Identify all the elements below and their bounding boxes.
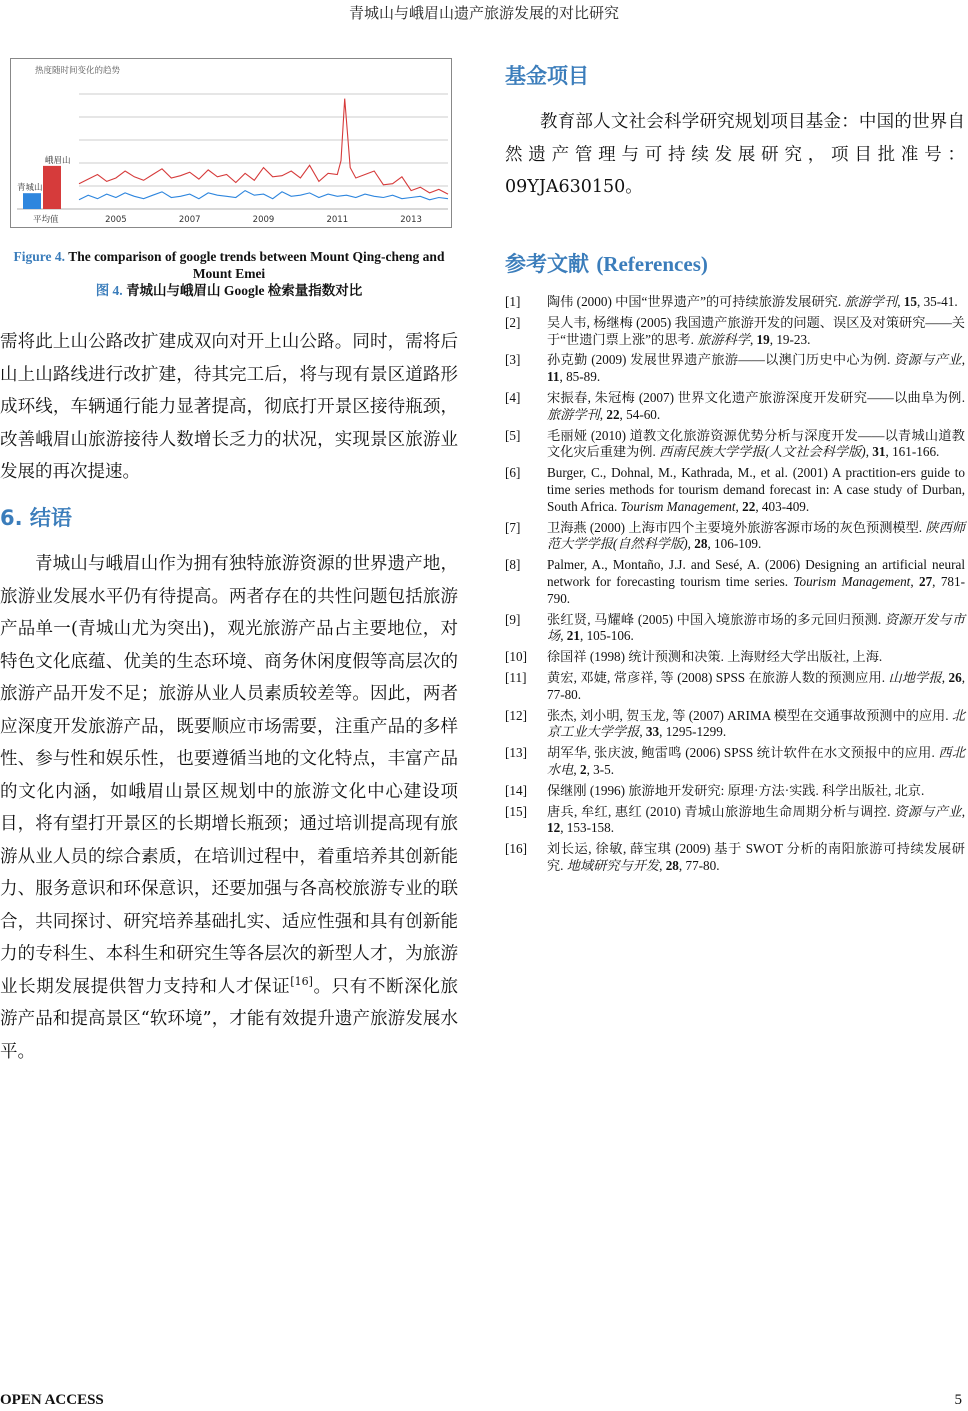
reference-journal: 北京工业大学学报 [547,707,965,740]
x-tick-label: 2013 [400,215,422,225]
reference-item [505,783,965,800]
reference-item [505,708,965,742]
reference-text: 宋振春, 朱冠梅 (2007) 世界文化遗产旅游深度开发研究——以曲阜为例. [547,389,965,405]
reference-journal: Tourism Management [793,573,911,589]
average-label: 青城山 [17,183,43,194]
reference-item [505,465,965,515]
reference-text [547,520,965,554]
running-title: 青城山与峨眉山遗产旅游发展的对比研究 [348,4,619,22]
reference-text: 陶伟 (2000) 中国“世界遗产”的可持续旅游发展研究. [547,294,845,309]
reference-sep: , [573,761,580,777]
reference-number: [4] [505,389,521,405]
reference-text: 徐国祥 (1998) 统计预测和决策. 上海财经大学出版社, 上海. [547,649,883,665]
reference-sep: , [687,536,695,552]
reference-pages: , 3-5. [586,761,615,777]
reference-number: [9] [505,611,521,627]
reference-journal: 地域研究与开发 [566,857,660,873]
reference-number: [10] [505,649,527,665]
reference-text [547,465,965,515]
reference-vol: 19 [756,331,770,347]
reference-pages: , 77-80. [678,857,720,873]
google-trends-figure [10,58,452,228]
reference-text [547,841,965,875]
reference-text: 唐兵, 牟红, 惠红 (2010) 青城山旅游地生命周期分析与调控. [547,803,895,819]
reference-sep: , [941,669,949,685]
reference-text: Palmer, A., Montaño, J.J. and Sesé, A. (2006) Designing an artificial neural network for forecasting tourism time series. [547,557,965,589]
reference-number: [12] [505,707,527,723]
reference-text [547,557,965,607]
reference-sep: , [659,857,666,873]
x-tick-label: 2011 [326,215,349,225]
figure-caption-cn: 青城山与峨眉山 Google 检索量指数对比 [126,283,363,298]
reference-item [505,745,965,779]
reference-text [547,804,965,838]
reference-text: 吴人韦, 杨继梅 (2005) 我国遗产旅游开发的问题、误区及对策研究——关于“世遗门票上涨”的思考. [547,314,965,347]
reference-pages: , 105-106. [579,628,634,644]
series-line [79,99,448,195]
reference-vol: 26 [948,669,962,685]
reference-pages: , 403-409. [755,498,810,514]
reference-vol: 21 [566,628,580,644]
conclusion-body: 青城山与峨眉山作为拥有独特旅游资源的世界遗产地，旅游业发展水平仍有待提高。两者存在的共性问题包括旅游产品单一(青城山尤为突出)，观光旅游产品占主要地位，对特色文化底蕴、优美的生态环境、商务休闲度假等高层次的旅游产品开发不足；旅游从业人员素质较差等。因此，两者应深度开发旅游产品，既要顺应市场需要，注重产品的多样性、参与性和娱乐性，也要遵循当地的文化特点，丰富产品的文化内涵，如峨眉山景区规划中的旅游文化中心建设项目，将有望打开景区的长期增长瓶颈；通过培训提高现有旅游从业人员的综合素质，在培训过程中，着重培养其创新能力、服务意识和环保意识，还要加强与各高校旅游专业的联合，共同探讨、研究培养基础扎实、适应性强和具有创新能力的专科生、本科生和研究生等各层次的新型人才，为旅游业长期发展提供智力支持和人才保证 [0,554,458,997]
reference-number: [3] [505,352,521,368]
reference-number: [1] [505,294,521,309]
fund-heading: 基金项目 [505,64,589,88]
x-tick-label: 2009 [252,215,275,225]
reference-number: [5] [505,427,521,443]
reference-number: [6] [505,465,521,481]
reference-item [505,670,965,704]
reference-vol: 28 [665,857,679,873]
reference-item [505,352,965,386]
reference-item [505,649,965,666]
reference-text: 张杰, 刘小明, 贺玉龙, 等 (2007) ARIMA 模型在交通事故预测中的应用. [547,707,952,723]
reference-number: [2] [505,314,521,330]
reference-journal: 旅游科学 [697,331,750,347]
figure-caption-label: Figure 4. [13,249,66,264]
reference-text: 卫海燕 (2000) 上海市四个主要境外旅游客源市场的灰色预测模型. [547,519,926,535]
reference-sep: , [599,406,607,422]
reference-text [547,649,965,666]
reference-sep: , [639,724,646,740]
reference-text: Burger, C., Dohnal, M., Kathrada, M., et al. (2001) A practition-ers guide to time series methods for tourism demand forecast in: A case study of Durban, South Africa. [547,465,965,514]
reference-number: [7] [505,519,521,535]
series-line [79,191,448,200]
average-label: 峨眉山 [45,155,71,166]
reference-pages: , 106-109. [707,536,762,552]
references-heading [505,248,708,278]
reference-journal: Tourism Management [620,498,736,514]
reference-pages: , 77-80. [547,669,966,702]
reference-number: [14] [505,782,527,798]
reference-text [547,352,965,386]
reference-vol: 31 [872,444,886,460]
reference-text: 张红贤, 马耀峰 (2005) 中国入境旅游市场的多元回归预测. [547,611,885,627]
reference-text [547,783,965,800]
footer-open-access: OPEN ACCESS [0,1392,104,1408]
reference-pages: , 153-158. [560,820,615,836]
reference-journal: 资源与产业 [894,803,962,819]
reference-text: 刘长运, 徐敏, 薛宝琪 (2009) 基于 SWOT 分析的南阳旅游可持续发展研究. [547,841,965,873]
reference-item [505,428,965,462]
references-heading-cn: 参考文献 [505,252,589,276]
reference-sep: , [961,352,966,368]
reference-pages: , 1295-1299. [659,724,727,740]
reference-list [505,294,965,879]
reference-sep: , [910,573,919,589]
reference-sep: , [961,803,966,819]
reference-number: [15] [505,803,527,819]
reference-journal: 资源开发与市场 [547,611,966,644]
x-tick-label: 2005 [105,215,127,225]
reference-item [505,390,965,424]
references-heading-en: (References) [596,252,708,276]
reference-journal: 西南民族大学学报(人文社会科学版) [659,444,866,460]
reference-sep: , [560,628,567,644]
reference-text [547,745,965,779]
conclusion-tail: 。只有不断深化旅游产品和提高景区“软环境”，才能有效提升遗产旅游发展水平。 [0,976,459,1062]
reference-text [547,315,965,349]
continued-paragraph: 需将此上山公路改扩建成双向对开上山公路。同时，需将后山上山路线进行改扩建，待其完工后，将与现有景区道路形成环线，车辆通行能力显著提高，彻底打开景区接待瓶颈，改善峨眉山旅游接待人数增长乏力的状况，实现景区旅游业发展的再次提速。 [0,332,458,482]
reference-number: [16] [505,841,527,857]
figure-caption-en: The comparison of google trends between Mount Qing-cheng and Mount Emei [68,249,445,281]
figure-caption [0,248,458,299]
reference-pages: , 35-41. [916,294,958,309]
reference-item [505,841,965,875]
reference-journal: 旅游学刊 [547,406,600,422]
reference-text [547,612,965,646]
reference-vol: 27 [918,573,933,589]
reference-text: 黄宏, 邓婕, 常彦祥, 等 (2008) SPSS 在旅游人数的预测应用. [547,669,889,685]
reference-number: [13] [505,745,527,761]
reference-vol: 28 [694,536,708,552]
average-bar [43,166,61,209]
reference-item [505,804,965,838]
conclusion-paragraph [0,548,458,1068]
reference-vol: 33 [645,724,660,740]
fund-text: 教育部人文社会科学研究规划项目基金：中国的世界自然遗产管理与可持续发展研究，项目批准号：09YJA630150。 [505,112,965,197]
reference-journal: 旅游学刊 [844,294,898,309]
reference-text [547,390,965,424]
reference-text: 毛丽娅 (2010) 道教文化旅游资源优势分析与深度开发——以青城山道教文化灾后重建为例. [547,427,965,460]
reference-item [505,315,965,349]
reference-vol: 12 [547,820,561,836]
reference-text [547,708,965,742]
reference-item [505,520,965,554]
average-axis-label: 平均值 [33,215,59,225]
reference-item [505,294,965,311]
reference-vol: 11 [547,369,560,385]
reference-text [547,428,965,462]
reference-journal: 西北水电 [547,745,966,777]
section-heading-conclusion: 6. 结语 [0,506,72,530]
reference-pages: , 161-166. [885,444,940,460]
reference-journal: 山地学报 [888,669,942,685]
reference-pages: , 19-23. [769,331,811,347]
reference-sep: , [865,444,873,460]
reference-vol: 2 [579,761,587,777]
trend-chart [11,59,451,227]
reference-sep: , [735,498,743,514]
x-tick-label: 2007 [178,215,201,225]
reference-text [547,294,965,311]
reference-item [505,557,965,607]
reference-item [505,612,965,646]
figure-caption-cn-label: 图 4. [95,283,123,298]
reference-number: [11] [505,669,527,685]
reference-vol: 22 [742,498,756,514]
reference-text: 孙克勤 (2009) 发展世界遗产旅游——以澳门历史中心为例. [547,352,894,368]
reference-sep: , [897,294,904,309]
reference-pages: , 85-89. [559,369,601,385]
average-bar [23,193,41,209]
reference-pages: , 54-60. [619,406,661,422]
reference-number: [8] [505,557,521,573]
reference-sep: , [749,331,757,347]
reference-text: 保继刚 (1996) 旅游地开发研究: 原理·方法·实践. 科学出版社, 北京. [547,782,925,798]
reference-vol: 22 [606,406,620,422]
reference-text: 胡军华, 张庆波, 鲍雷鸣 (2006) SPSS 统计软件在水文预报中的应用. [547,745,939,761]
page-number: 5 [954,1392,962,1408]
chart-title: 热度随时间变化的趋势 [35,66,121,76]
reference-text [547,670,965,704]
reference-journal: 陕西师范大学学报(自然科学版) [547,519,966,552]
citation-ref-16[interactable]: [16] [290,974,313,988]
reference-journal: 资源与产业 [894,352,962,368]
reference-pages: , 781-790. [547,573,965,606]
reference-vol: 15 [903,294,917,309]
